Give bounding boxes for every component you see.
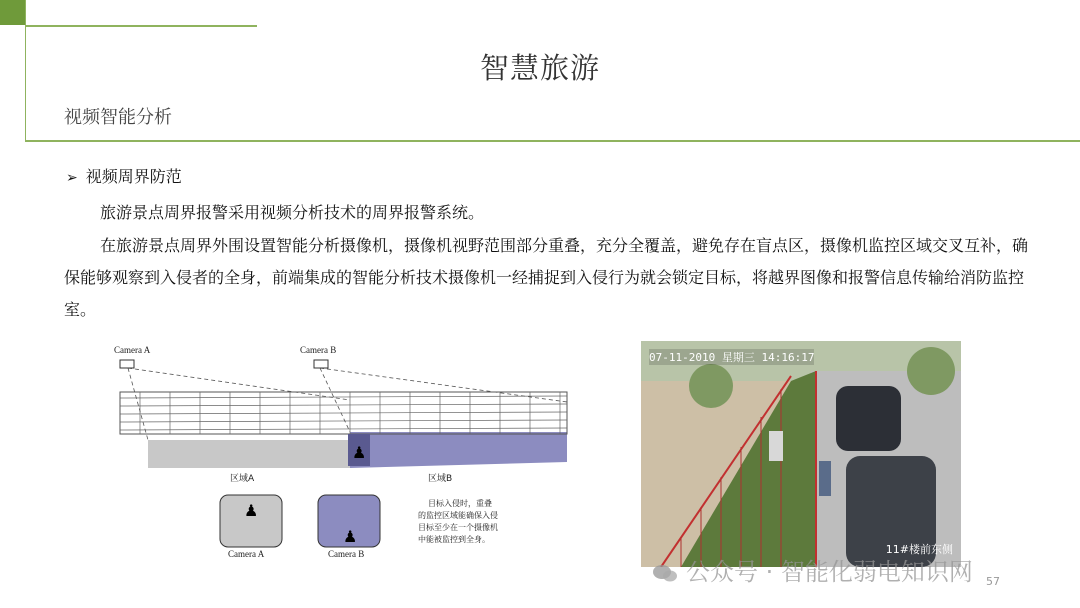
zone-b-label: 区域B	[428, 474, 453, 484]
corner-block	[0, 0, 25, 25]
zone-a-label: 区域A	[230, 474, 255, 484]
watermark	[652, 552, 973, 587]
note-line-2: 的监控区域能确保入侵	[418, 511, 498, 520]
camera-b-label: Camera B	[300, 345, 337, 355]
zone-b-area	[350, 432, 567, 468]
paragraph-2: 在旅游景点周界外围设置智能分析摄像机，摄像机视野范围部分重叠，充分全覆盖，避免存在盲点区，摄像机监控区域交叉互补，确保能够观察到入侵者的全身，前端集成的智能分析技术摄像机一经捕捉到入侵行为就会锁定目标，将越界图像和报警信息传输给消防监控室。	[64, 236, 1029, 319]
surveillance-photo	[641, 341, 961, 567]
perimeter-diagram	[110, 340, 580, 570]
monitor-a-label: Camera A	[228, 549, 265, 559]
section-title: 视频智能分析	[64, 107, 172, 128]
camera-a-label: Camera A	[114, 345, 151, 355]
note-line-4: 中能被监控到全身。	[418, 535, 490, 544]
note-line-3: 目标至少在一个摄像机	[418, 523, 498, 532]
camera-b-icon	[314, 360, 328, 368]
intruder-icon: ♟	[352, 443, 367, 462]
monitor-b-label: Camera B	[328, 549, 365, 559]
top-rule	[25, 25, 257, 27]
wechat-icon	[652, 563, 678, 583]
bullet-arrow-icon: ➢	[66, 170, 78, 186]
note-line-1: 目标入侵时，重叠	[428, 499, 492, 508]
bullet-text: 视频周界防范	[85, 167, 182, 186]
watermark-text: 公众号 · 智能化弱电知识网	[686, 558, 973, 586]
surveillance-scene	[641, 341, 961, 567]
page-number: 57	[986, 575, 1000, 588]
photo-caption: 11#楼前东侧	[885, 543, 953, 556]
bullet-heading	[66, 164, 182, 187]
header-separator	[25, 140, 1080, 142]
zone-a-area	[148, 440, 350, 468]
monitor-a-person-icon: ♟	[244, 501, 259, 520]
slide-title: 智慧旅游	[479, 51, 600, 85]
paragraph-1: 旅游景点周界报警采用视频分析技术的周界报警系统。	[100, 203, 485, 222]
camera-a-icon	[120, 360, 134, 368]
photo-timestamp: 07-11-2010 星期三 14:16:17	[649, 351, 815, 364]
monitor-b-person-icon: ♟	[343, 527, 358, 546]
